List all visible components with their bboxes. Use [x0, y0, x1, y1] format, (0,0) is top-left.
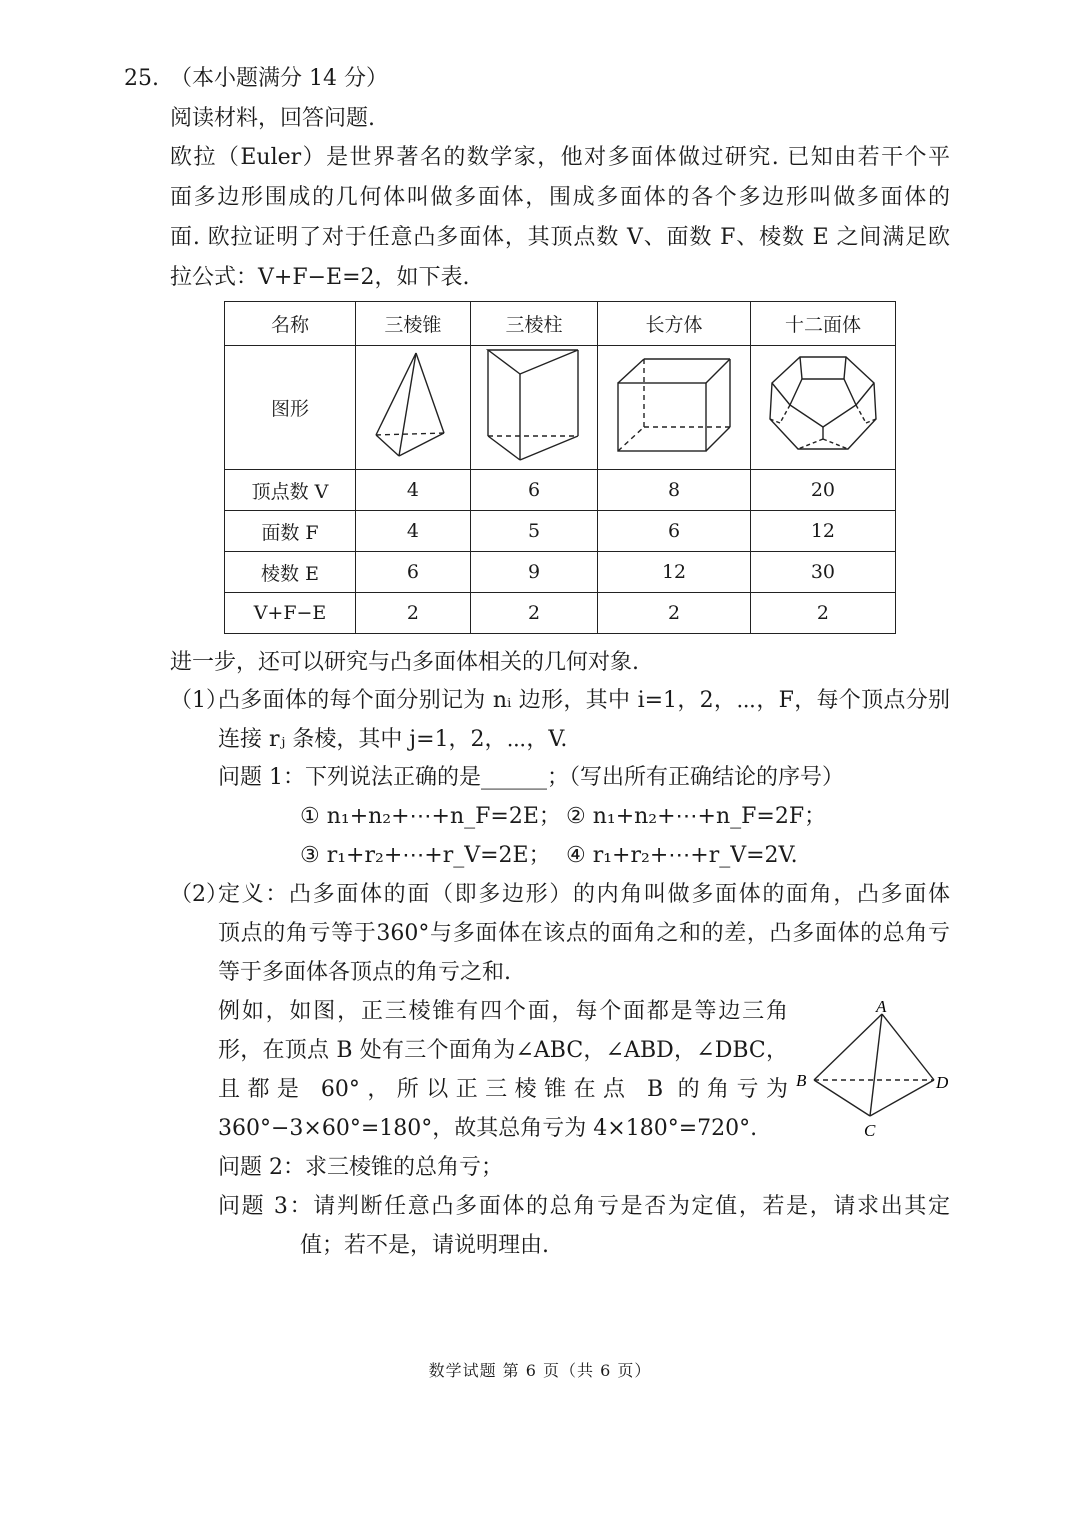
para-line-4: 拉公式：V+F−E=2，如下表. [170, 265, 470, 290]
table-row-faces [225, 511, 896, 552]
option-1: ① n₁+n₂+⋯+n_F=2E； [300, 804, 561, 829]
para-line-3: 面. 欧拉证明了对于任意凸多面体，其顶点数 V、面数 F、棱数 E 之间满足欧 [170, 225, 950, 250]
question-2: 问题 2：求三棱锥的总角亏； [218, 1155, 503, 1180]
example-line3: 且都是 60°，所以正三棱锥在点 B 的角亏为 [218, 1077, 788, 1102]
example-line4: 360°−3×60°=180°，故其总角亏为 4×180°=720°. [218, 1116, 758, 1141]
table-cell: 5 [470, 511, 597, 552]
part1-line1: 凸多面体的每个面分别记为 nᵢ 边形，其中 i=1，2，⋯，F，每个顶点分别 [218, 688, 950, 713]
table-header-row [225, 302, 896, 346]
table-cell: 4 [356, 470, 471, 511]
table-cell: 8 [598, 470, 751, 511]
problem-number: 25. [124, 66, 159, 91]
tetrahedron-figure [356, 346, 471, 470]
table-cell: 20 [750, 470, 895, 511]
label-b: B [796, 1071, 807, 1090]
header-dodecahedron: 十二面体 [750, 302, 895, 346]
table-cell: 12 [750, 511, 895, 552]
table-cell: 30 [750, 552, 895, 593]
label-c: C [864, 1121, 876, 1140]
tetrahedron-abcd-figure [792, 996, 958, 1140]
cuboid-figure [598, 346, 751, 470]
table-row-euler [225, 593, 896, 634]
header-prism: 三棱柱 [470, 302, 597, 346]
part1-line2: 连接 rⱼ 条棱，其中 j=1，2，⋯，V. [218, 727, 568, 752]
header-name: 名称 [225, 302, 356, 346]
option-4: ④ r₁+r₂+⋯+r_V=2V. [566, 843, 798, 868]
table-cell: 2 [598, 593, 751, 634]
table-figure-row [225, 346, 896, 470]
prism-drawing [484, 346, 584, 464]
dodecahedron-drawing [766, 353, 880, 457]
table-row-vertices [225, 470, 896, 511]
part2-marker: （2） [170, 882, 228, 907]
table-cell: 12 [598, 552, 751, 593]
label-a: A [876, 997, 887, 1016]
table-cell: 2 [470, 593, 597, 634]
row-label-faces: 面数 F [225, 511, 356, 552]
definition-line2: 顶点的角亏等于360°与多面体在该点的面角之和的差，凸多面体的总角亏 [218, 921, 950, 946]
euler-table [224, 301, 896, 634]
example-line1: 例如，如图，正三棱锥有四个面，每个面都是等边三角 [218, 999, 788, 1024]
part1-marker: （1） [170, 688, 228, 713]
figure-label: 图形 [225, 346, 356, 470]
table-cell: 2 [356, 593, 471, 634]
header-cuboid: 长方体 [598, 302, 751, 346]
definition-line1: 定义：凸多面体的面（即多边形）的内角叫做多面体的面角，凸多面体 [218, 882, 950, 907]
page-footer: 数学试题 第 6 页（共 6 页） [428, 1361, 652, 1380]
question-1: 问题 1：下列说法正确的是______；（写出所有正确结论的序号） [218, 765, 844, 790]
row-label-euler: V+F−E [225, 593, 356, 634]
after-table-text: 进一步，还可以研究与凸多面体相关的几何对象. [170, 650, 639, 675]
header-tetrahedron: 三棱锥 [356, 302, 471, 346]
option-2: ② n₁+n₂+⋯+n_F=2F； [566, 804, 827, 829]
table-cell: 9 [470, 552, 597, 593]
table-cell: 4 [356, 511, 471, 552]
row-label-edges: 棱数 E [225, 552, 356, 593]
definition-line3: 等于多面体各顶点的角亏之和. [218, 960, 511, 985]
table-cell: 6 [598, 511, 751, 552]
row-label-vertices: 顶点数 V [225, 470, 356, 511]
dodecahedron-figure [750, 346, 895, 470]
table-cell: 6 [356, 552, 471, 593]
table-cell: 6 [470, 470, 597, 511]
problem-score: （本小题满分 14 分） [170, 66, 388, 91]
example-line2: 形，在顶点 B 处有三个面角为∠ABC，∠ABD，∠DBC， [218, 1038, 788, 1063]
label-d: D [936, 1073, 949, 1092]
table-cell: 2 [750, 593, 895, 634]
cuboid-drawing [614, 355, 734, 455]
table-row-edges [225, 552, 896, 593]
option-3: ③ r₁+r₂+⋯+r_V=2E； [300, 843, 551, 868]
para-line-1: 欧拉（Euler）是世界著名的数学家，他对多面体做过研究. 已知由若干个平 [170, 145, 950, 170]
question-3-line1: 问题 3：请判断任意凸多面体的总角亏是否为定值，若是，请求出其定 [218, 1194, 950, 1219]
tetrahedron-drawing [368, 349, 458, 461]
question-3-line2: 值；若不是，请说明理由. [300, 1233, 549, 1258]
prism-figure [470, 346, 597, 470]
problem-intro: 阅读材料，回答问题. [170, 106, 375, 131]
para-line-2: 面多边形围成的几何体叫做多面体，围成多面体的各个多边形叫做多面体的 [170, 185, 950, 210]
